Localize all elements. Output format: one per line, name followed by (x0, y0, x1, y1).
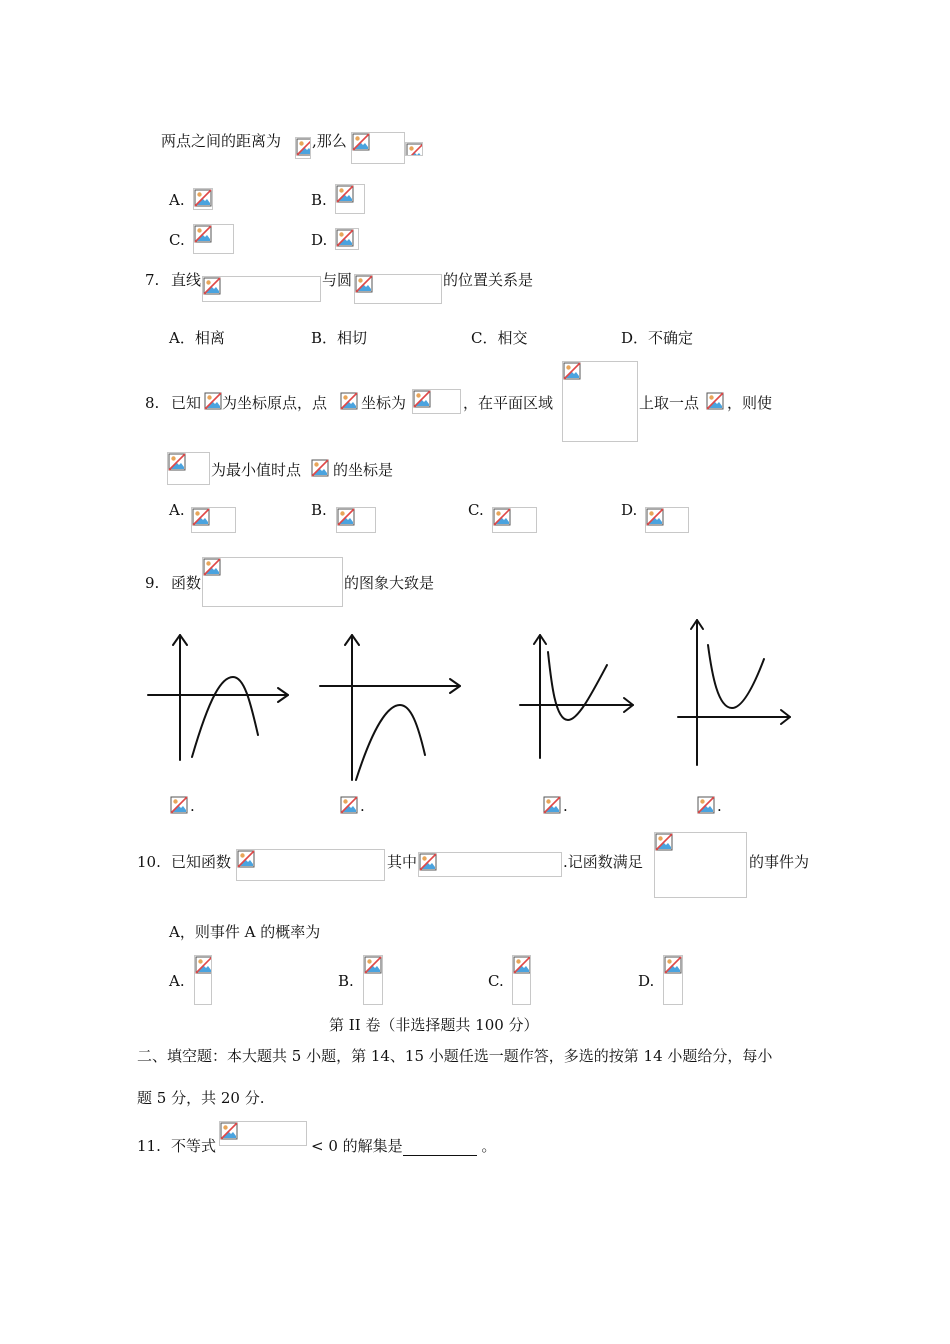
broken-image-icon (204, 392, 222, 410)
q10-option-a: A. (169, 972, 185, 990)
broken-image-icon (340, 796, 358, 814)
broken-image-icon (493, 508, 511, 526)
section-instruction-line2: 题 5 分，共 20 分. (137, 1089, 265, 1107)
q8-text: 的坐标是 (333, 461, 394, 479)
q6-option-d: D. (311, 231, 328, 249)
broken-image-icon (697, 796, 715, 814)
condition-image (654, 832, 747, 898)
q8-option-d: D. (621, 501, 638, 519)
q10-text: 已知函数 (171, 853, 232, 871)
q8-text: 为坐标原点，点 (222, 394, 328, 412)
broken-image-icon (406, 143, 423, 156)
option-dot: . (717, 797, 722, 815)
broken-image-icon (168, 453, 186, 471)
option-label-image (696, 795, 717, 815)
q6-option-a: A. (169, 191, 185, 209)
region-image (562, 361, 638, 442)
formula-image (193, 188, 213, 210)
q8-text: 已知 (171, 394, 202, 412)
formula-image (236, 849, 385, 881)
q11-text: < 0 的解集是 (311, 1137, 403, 1155)
q7-option-c: C．相交 (471, 329, 528, 347)
curve (356, 705, 425, 780)
broken-image-icon (355, 275, 373, 293)
q8-text: 上取一点 (639, 394, 700, 412)
broken-image-icon (513, 956, 531, 974)
option-dot: . (563, 797, 568, 815)
graph-option-c (515, 625, 645, 765)
q6-text-nameme: ,那么 (312, 132, 347, 150)
answer-blank[interactable] (403, 1139, 477, 1156)
q8-number: 8. (145, 394, 160, 412)
q10-option-c: C. (488, 972, 504, 990)
broken-image-icon (336, 229, 354, 247)
graph-option-d (670, 615, 800, 770)
formula-image (203, 391, 223, 413)
q6-line: 两点之间的距离为 (161, 132, 282, 150)
broken-image-icon (192, 508, 210, 526)
formula-image (194, 955, 212, 1005)
formula-image (705, 391, 727, 413)
formula-image (363, 955, 383, 1005)
curve (708, 645, 764, 708)
broken-image-icon (170, 796, 188, 814)
broken-image-icon (655, 833, 673, 851)
broken-image-icon (364, 956, 382, 974)
broken-image-icon (646, 508, 664, 526)
q10-line2: A，则事件 A 的概率为 (169, 923, 321, 941)
broken-image-icon (311, 459, 329, 477)
q6-option-c: C. (169, 231, 185, 249)
formula-image (335, 228, 359, 250)
broken-image-icon (336, 185, 354, 203)
graph-option-b (312, 625, 472, 785)
formula-image (191, 507, 236, 533)
broken-image-icon (706, 392, 724, 410)
formula-image (335, 184, 365, 214)
formula-image (202, 276, 321, 302)
formula-image (512, 955, 531, 1005)
q7-text: 与圆 (322, 271, 353, 289)
formula-image (295, 137, 311, 159)
option-dot: . (360, 797, 365, 815)
formula-image (351, 132, 405, 164)
q8-option-b: B. (311, 501, 327, 519)
formula-image (193, 224, 234, 254)
broken-image-icon (563, 362, 581, 380)
broken-image-icon (237, 850, 255, 868)
broken-image-icon (203, 277, 221, 295)
option-dot: . (190, 797, 195, 815)
option-label-image (339, 795, 360, 815)
q7-option-a: A．相离 (169, 329, 225, 347)
q7-text: 直线 (171, 271, 202, 289)
q10-text: 的事件为 (749, 853, 810, 871)
q9-text: 函数 (171, 574, 202, 592)
curve (548, 652, 607, 720)
formula-image (492, 507, 537, 533)
section-instruction-line1: 二、填空题：本大题共 5 小题，第 14、15 小题任选一题作答，多选的按第 14 小题给分，每小 (137, 1047, 773, 1065)
q9-text: 的图象大致是 (344, 574, 435, 592)
option-label-image (542, 795, 563, 815)
q9-number: 9. (145, 574, 160, 592)
formula-image (336, 507, 376, 533)
q11-number: 11. (137, 1137, 161, 1155)
q7-option-b: B．相切 (311, 329, 368, 347)
formula-image (219, 1121, 307, 1146)
q10-number: 10. (137, 853, 161, 871)
formula-image (339, 391, 361, 413)
formula-image (167, 452, 210, 485)
q8-text: 为最小值时点 (211, 461, 302, 479)
curve (192, 677, 258, 757)
q10-option-b: B. (338, 972, 354, 990)
formula-image (310, 458, 332, 480)
q10-text: 其中 (387, 853, 418, 871)
broken-image-icon (296, 138, 311, 156)
broken-image-icon (203, 558, 221, 576)
q10-text: .记函数满足 (563, 853, 643, 871)
broken-image-icon (194, 189, 212, 207)
broken-image-icon (413, 390, 431, 408)
q8-option-c: C. (468, 501, 484, 519)
section-title: 第 II 卷（非选择题共 100 分） (329, 1016, 539, 1034)
q7-number: 7. (145, 271, 160, 289)
broken-image-icon (194, 225, 212, 243)
q11-text: 。 (476, 1137, 497, 1155)
formula-image (663, 955, 683, 1005)
q11-text: 不等式 (171, 1137, 217, 1155)
formula-image (418, 852, 562, 877)
formula-image (354, 274, 442, 304)
q6-option-b: B. (311, 191, 327, 209)
broken-image-icon (543, 796, 561, 814)
q11-answer-line (311, 1136, 496, 1156)
option-label-image (169, 795, 190, 815)
broken-image-icon (337, 508, 355, 526)
graph-option-a (140, 625, 300, 775)
q7-text: 的位置关系是 (443, 271, 534, 289)
formula-image (202, 557, 343, 607)
broken-image-icon (352, 133, 370, 151)
formula-image (412, 389, 461, 414)
broken-image-icon (195, 956, 212, 974)
q8-option-a: A. (169, 501, 185, 519)
q8-text: ，则使 (727, 394, 773, 412)
q8-text: 坐标为 (361, 394, 407, 412)
q7-option-d: D．不确定 (621, 329, 694, 347)
q8-text: ，在平面区域 (463, 394, 554, 412)
formula-image (645, 507, 689, 533)
broken-image-icon (419, 853, 437, 871)
q10-option-d: D. (638, 972, 655, 990)
formula-image (405, 142, 423, 156)
broken-image-icon (220, 1122, 238, 1140)
broken-image-icon (664, 956, 682, 974)
broken-image-icon (340, 392, 358, 410)
